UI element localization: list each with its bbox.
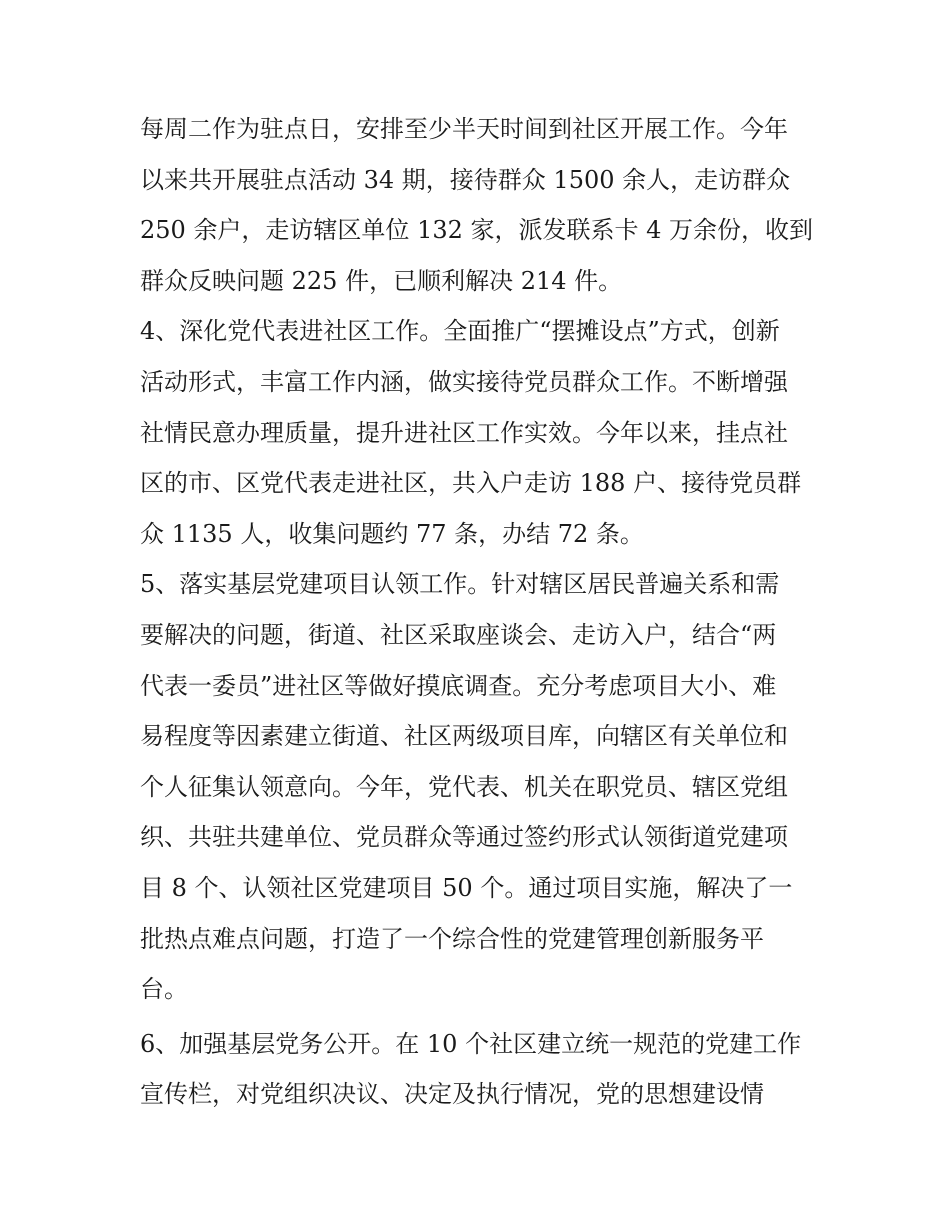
section-6-heading-line: 6、加强基层党务公开。在 10 个社区建立统一规范的党建工作 xyxy=(140,1029,802,1058)
text-line: 每周二作为驻点日，安排至少半天时间到社区开展工作。今年 xyxy=(140,115,788,143)
text-line: 批热点难点问题，打造了一个综合性的党建管理创新服务平 xyxy=(140,924,764,953)
text-line: 台。 xyxy=(140,975,188,1004)
section-4-heading-line: 4、深化党代表进社区工作。全面推广“摆摊设点”方式，创新 xyxy=(140,317,780,346)
text-line: 众 1135 人，收集问题约 77 条，办结 72 条。 xyxy=(140,519,644,548)
text-line: 以来共开展驻点活动 34 期，接待群众 1500 余人，走访群众 xyxy=(140,165,791,194)
text-line: 活动形式，丰富工作内涵，做实接待党员群众工作。不断增强 xyxy=(140,367,788,396)
text-line: 易程度等因素建立街道、社区两级项目库，向辖区有关单位和 xyxy=(140,722,788,751)
text-line: 社情民意办理质量，提升进社区工作实效。今年以来，挂点社 xyxy=(140,418,788,447)
text-line: 织、共驻共建单位、党员群众等通过签约形式认领街道党建项 xyxy=(140,823,788,852)
section-5-heading-line: 5、落实基层党建项目认领工作。针对辖区居民普遍关系和需 xyxy=(140,570,780,599)
text-line: 目 8 个、认领社区党建项目 50 个。通过项目实施，解决了一 xyxy=(140,873,793,902)
text-line: 群众反映问题 225 件，已顺利解决 214 件。 xyxy=(140,266,623,295)
text-line: 宣传栏，对党组织决议、决定及执行情况，党的思想建设情 xyxy=(140,1080,764,1109)
text-line: 区的市、区党代表走进社区，共入户走访 188 户、接待党员群 xyxy=(140,469,802,498)
text-line: 要解决的问题，街道、社区采取座谈会、走访入户，结合“两 xyxy=(140,620,777,649)
document-body xyxy=(140,104,820,1120)
text-line: 个人征集认领意向。今年，党代表、机关在职党员、辖区党组 xyxy=(140,772,788,801)
text-line: 代表一委员”进社区等做好摸底调查。充分考虑项目大小、难 xyxy=(140,671,777,700)
text-line: 250 余户，走访辖区单位 132 家，派发联系卡 4 万余份，收到 xyxy=(140,216,814,245)
